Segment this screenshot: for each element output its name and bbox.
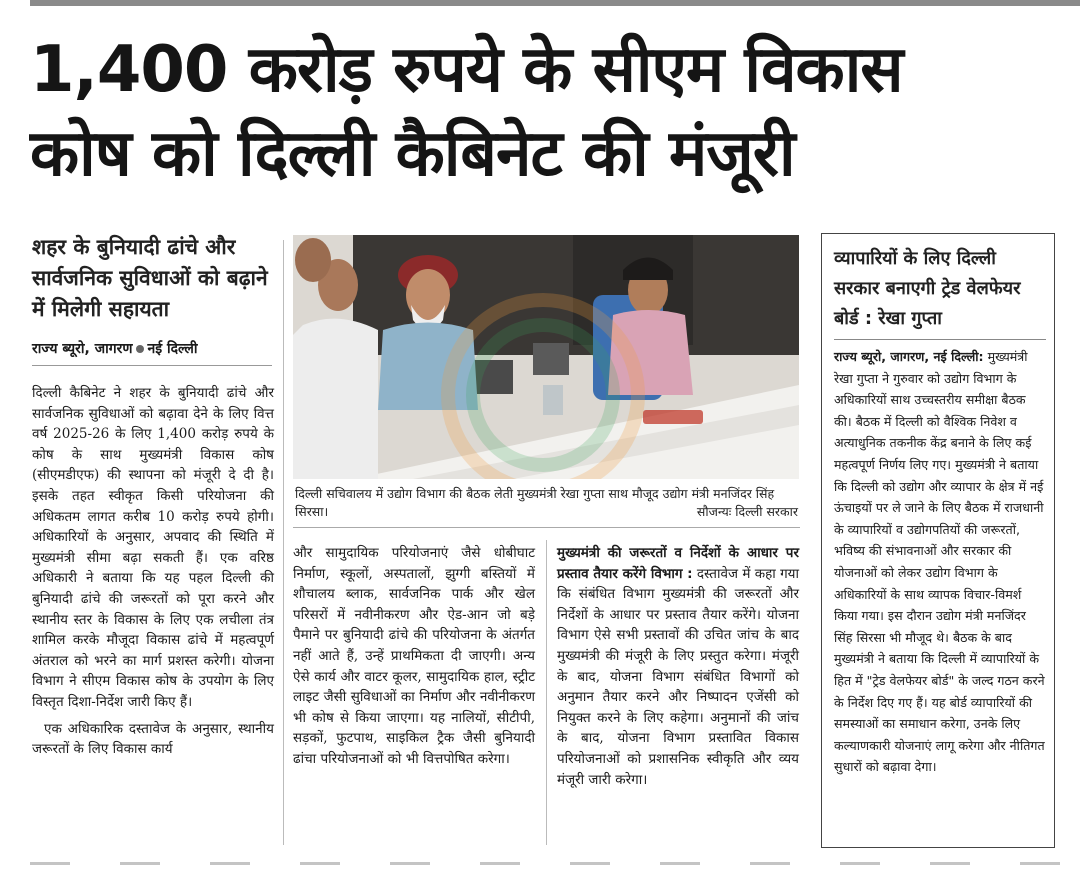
meeting-photo-illustration bbox=[293, 235, 799, 479]
top-rule bbox=[30, 0, 1080, 6]
byline bbox=[32, 340, 272, 358]
story-paragraph: दिल्ली कैबिनेट ने शहर के बुनियादी ढांचे और सार्वजनिक सुविधाओं को बढ़ावा देने के लिए वित्त वर्ष 2025-26 के लिए 1,400 करोड़ रुपये के कोष के साथ मुख्यमंत्री विकास कोष (सीएमडीएफ) की स्थापना को मंजूरी दे दी है। इसके तहत स्वीकृत किसी परियोजना की अधिकतम लागत करीब 10 करोड़ रुपये होगी। अधिकारियों के अनुसार, अपवाद की स्थिति में मुख्यमंत्री सीमा बढ़ा सकती हैं। एक वरिष्ठ अधिकारी ने बताया कि यह पहल दिल्ली की बुनियादी ढांचे की जरूरतों को पूरा करने और स्थानीय स्तर के विकास के लिए एक लचीला तंत्र शामिल करके मौजूदा विकास ढांचे में महत्वपूर्ण अंतराल को भरने का मार्ग प्रशस्त करेगी। योजना विभाग ने सीएम विकास कोष के उपयोग के लिए विस्तृत दिशा-निर्देश जारी किए हैं। bbox=[32, 385, 274, 710]
caption-text: दिल्ली सचिवालय में उद्योग विभाग की बैठक लेती मुख्यमंत्री रेखा गुप्ता साथ मौजूद उद्योग मंत्री मनजिंदर सिंह सिरसा। bbox=[295, 486, 775, 519]
byline-bureau: राज्य ब्यूरो, जागरण bbox=[32, 341, 133, 357]
story-column-1 bbox=[32, 383, 274, 760]
subheadline: शहर के बुनियादी ढांचे और सार्वजनिक सुविधाओं को बढ़ाने में मिलेगी सहायता bbox=[32, 235, 268, 321]
column-divider bbox=[283, 240, 284, 845]
bottom-edge-rule bbox=[30, 862, 1080, 865]
section-text: दस्तावेज में कहा गया कि संबंधित विभाग मुख्यमंत्री की जरूरतों और निर्देशों के आधार पर प्रस्ताव तैयार करेंगे। योजना विभाग ऐसे सभी प्रस्तावों की उचित जांच के बाद मुख्यमंत्री की मंजूरी के लिए प्रस्तुत करेगा। मंजूरी के बाद, योजना विभाग संबंधित विभागों को अनुमान तैयार करने और निष्पादन एजेंसी को नियुक्त करने के लिए कहेगा। अनुमानों की जांच के बाद, योजना विभाग प्रस्तावित विकास परियोजनाओं को प्रशासनिक स्वीकृति और व्यय मंजूरी जारी करेगा। bbox=[557, 565, 799, 788]
bullet-dot-icon bbox=[136, 345, 144, 353]
caption-divider bbox=[293, 527, 800, 528]
story-column-3 bbox=[557, 543, 799, 790]
headline-line-2: कोष को दिल्ली कैबिनेट की मंजूरी bbox=[30, 117, 795, 191]
sidebar-body bbox=[834, 346, 1046, 778]
byline-divider bbox=[32, 365, 272, 366]
column-divider bbox=[546, 540, 547, 845]
sidebar-byline: राज्य ब्यूरो, जागरण, नई दिल्ली: bbox=[834, 349, 984, 364]
sidebar-title: व्यापारियों के लिए दिल्ली सरकार बनाएगी ट्रेड वेलफेयर बोर्ड : रेखा गुप्ता bbox=[834, 248, 1021, 329]
sidebar-divider bbox=[834, 339, 1046, 340]
story-paragraph: एक अधिकारिक दस्तावेज के अनुसार, स्थानीय जरूरतों के लिए विकास कार्य bbox=[32, 720, 274, 758]
photo-caption bbox=[295, 485, 800, 521]
story-paragraph bbox=[557, 543, 799, 790]
byline-city: नई दिल्ली bbox=[147, 341, 198, 357]
sidebar-text: मुख्यमंत्री रेखा गुप्ता ने गुरुवार को उद्योग विभाग के अधिकारियों साथ उच्चस्तरीय समीक्षा बैठक की। बैठक में दिल्ली को वैश्विक निवेश व अत्याधुनिक तकनीक केंद्र बनाने के लिए कई महत्वपूर्ण निर्णय लिए गए। मुख्यमंत्री ने बताया कि दिल्ली को उद्योग और व्यापार के क्षेत्र में नई ऊंचाइयों पर ले जाने के लिए बैठक में राजधानी के व्यापारियों व उद्योगपतियों की जरूरतों, भविष्य की संभावनाओं और सरकार की योजनाओं को लेकर उद्योग विभाग के अधिकारियों के साथ व्यापक विचार-विमर्श किया गया। इस दौरान उद्योग मंत्री मनजिंदर सिंह सिरसा भी मौजूद थे। बैठक के बाद मुख्यमंत्री ने बताया कि दिल्ली में व्यापारियों के हित में "ट्रेड वेलफेयर बोर्ड" के जल्द गठन करने के निर्देश दिए गए हैं। यह बोर्ड व्यापारियों की समस्याओं का समाधान करेगा, उनके लिए कल्याणकारी योजनाएं लागू करेगा और नीतिगत सुधारों को बढ़ावा देगा। bbox=[834, 349, 1045, 775]
headline bbox=[30, 28, 1070, 196]
photo-credit: सौजन्यः दिल्ली सरकार bbox=[696, 504, 798, 519]
section-lead: मुख्यमंत्री की जरूरतों व निर्देशों के आधार पर प्रस्ताव तैयार करेंगे विभाग : bbox=[557, 545, 799, 582]
story-paragraph: और सामुदायिक परियोजनाएं जैसे धोबीघाट निर्माण, स्कूलों, अस्पतालों, झुग्गी बस्तियों में शौचालय ब्लाक, सार्वजनिक पार्क और खेल परिसरों में नवीनीकरण और ऐड-आन जो बड़े पैमाने पर बुनियादी ढांचे की परियोजना के अंतर्गत नहीं आते हैं, उन्हें प्राथमिकता दी जाएगी। अन्य ऐसे कार्य और वाटर कूलर, सामुदायिक हाल, स्ट्रीट लाइट जैसी सुविधाओं का निर्माण और नवीनीकरण भी कोष से किया जाएगा। यह नालियों, सीटीपी, सड़कों, फुटपाथ, साइकिल ट्रैक जैसी बुनियादी ढांचा परियोजनाओं को भी वित्तपोषित करेगा। bbox=[293, 545, 535, 767]
headline-line-1: 1,400 करोड़ रुपये के सीएम विकास bbox=[30, 33, 903, 107]
story-column-2 bbox=[293, 543, 535, 770]
news-photo bbox=[293, 235, 799, 479]
